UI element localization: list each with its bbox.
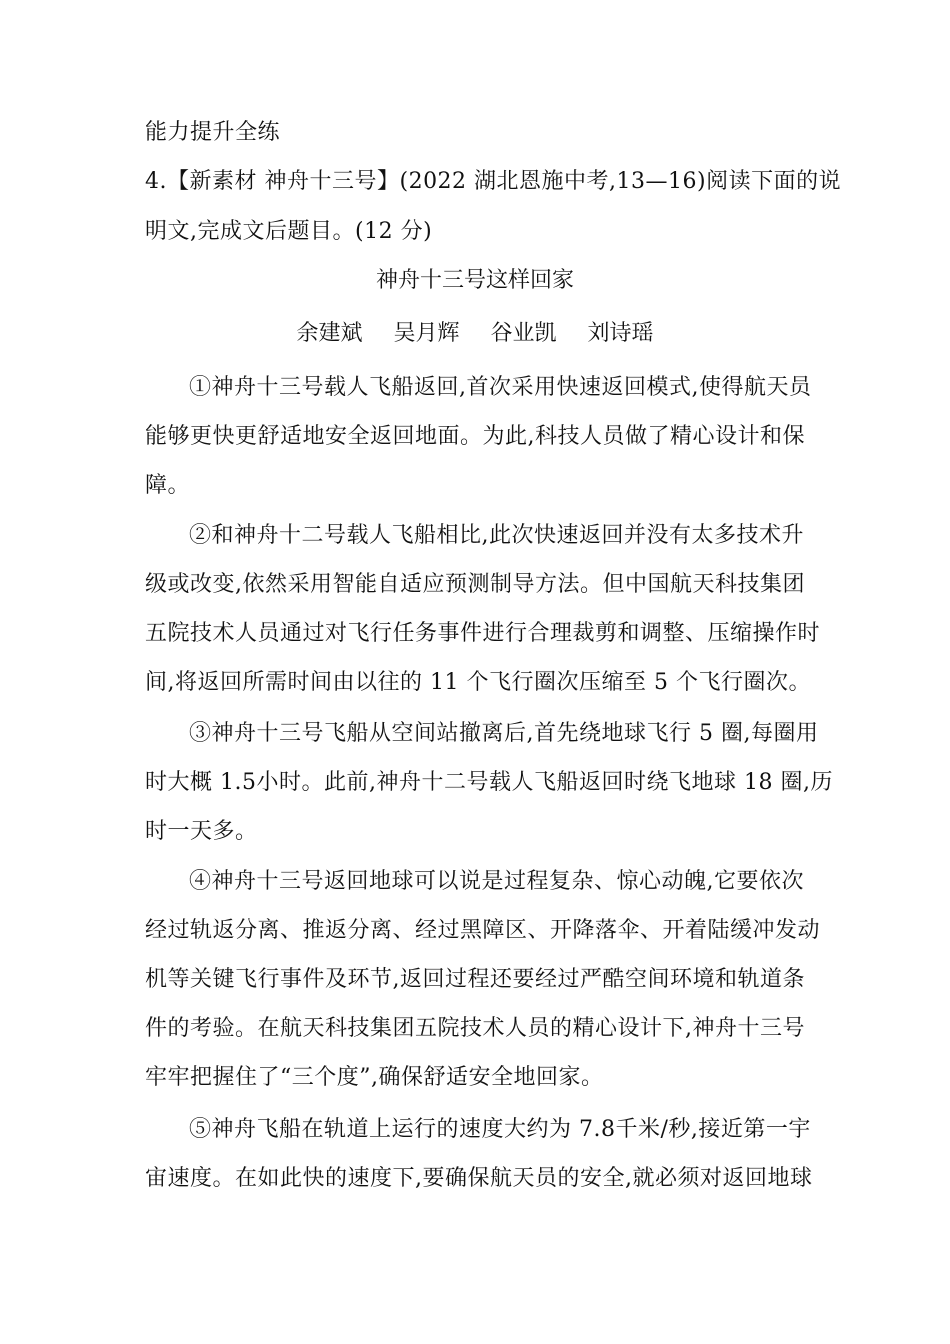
author-name: 吴月辉	[393, 321, 460, 346]
author-name: 谷业凯	[490, 321, 557, 346]
paragraph-4	[145, 857, 821, 1102]
article-title: 神舟十三号这样回家	[375, 268, 574, 293]
paragraph-line: 宙速度。在如此快的速度下,要确保航天员的安全,就必须对返回地球	[145, 1166, 813, 1191]
paragraph-1	[145, 363, 810, 510]
paragraph-2	[145, 511, 821, 707]
paragraph-line: 件的考验。在航天科技集团五院技术人员的精心设计下,神舟十三号	[145, 1016, 805, 1041]
paragraph-5	[145, 1105, 813, 1203]
paragraph-3	[145, 709, 833, 856]
question-text-line-1: 4.【新素材 神舟十三号】(2022 湖北恩施中考,13—16)阅读下面的说	[145, 169, 842, 194]
paragraph-line: 能够更快更舒适地安全返回地面。为此,科技人员做了精心设计和保	[145, 424, 805, 449]
paragraph-line: 间,将返回所需时间由以往的 11 个飞行圈次压缩至 5 个飞行圈次。	[145, 670, 811, 695]
article-authors	[145, 319, 805, 349]
paragraph-line: ⑤神舟飞船在轨道上运行的速度大约为 7.8千米/秒,接近第一宇	[189, 1117, 811, 1142]
paragraph-line: ④神舟十三号返回地球可以说是过程复杂、惊心动魄,它要依次	[189, 869, 804, 894]
paragraph-line: 五院技术人员通过对飞行任务事件进行合理裁剪和调整、压缩操作时	[145, 621, 821, 646]
section-title: 能力提升全练	[145, 120, 281, 145]
paragraph-line: ②和神舟十二号载人飞船相比,此次快速返回并没有太多技术升	[189, 523, 804, 548]
paragraph-line: 牢牢把握住了“三个度”,确保舒适安全地回家。	[145, 1065, 604, 1090]
paragraph-line: 级或改变,依然采用智能自适应预测制导方法。但中国航天科技集团	[145, 572, 805, 597]
author-name: 刘诗瑶	[587, 321, 654, 346]
paragraph-line: 障。	[145, 473, 191, 498]
author-name: 余建斌	[296, 321, 363, 346]
paragraph-line: 时大概 1.5小时。此前,神舟十二号载人飞船返回时绕飞地球 18 圈,历	[145, 770, 833, 795]
paragraph-line: 时一天多。	[145, 819, 258, 844]
paragraph-line: ①神舟十三号载人飞船返回,首次采用快速返回模式,使得航天员	[189, 375, 812, 400]
question-text-line-2: 明文,完成文后题目。(12 分)	[145, 219, 433, 244]
paragraph-line: 经过轨返分离、推返分离、经过黑障区、开降落伞、开着陆缓冲发动	[145, 918, 821, 943]
paragraph-line: 机等关键飞行事件及环节,返回过程还要经过严酷空间环境和轨道条	[145, 967, 805, 992]
paragraph-line: ③神舟十三号飞船从空间站撤离后,首先绕地球飞行 5 圈,每圈用	[189, 721, 819, 746]
